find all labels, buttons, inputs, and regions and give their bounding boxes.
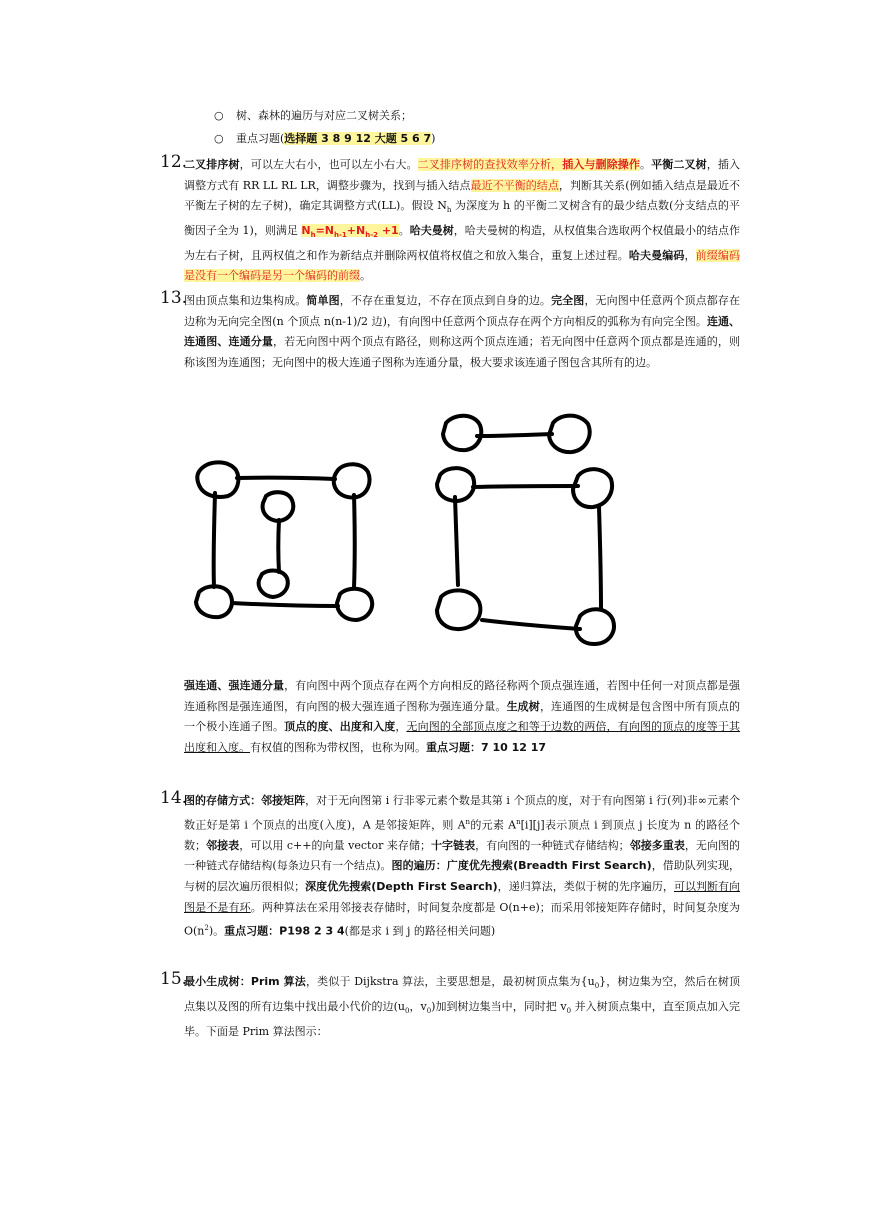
text: )加到树边集当中，同时把 v bbox=[431, 999, 567, 1013]
term-complete-graph: 完全图 bbox=[551, 294, 585, 307]
text: [i][j]表示顶点 i 到顶点 j 长度为 n 的路径个数； bbox=[184, 818, 740, 852]
subscript: h bbox=[310, 231, 316, 240]
graph-right bbox=[437, 416, 614, 644]
term-degree: 顶点的度、出度和入度 bbox=[284, 720, 396, 734]
text: ，插入调整方式有 RR LL RL LR，调整步骤为，找到与插入结点 bbox=[184, 158, 741, 192]
term-huffman-code: 哈夫曼编码 bbox=[628, 248, 685, 262]
highlight-unbalanced-node: 最近不平衡的结点 bbox=[470, 178, 559, 192]
formula-part: N bbox=[301, 223, 311, 237]
edge bbox=[473, 486, 578, 487]
highlight-prefix-code: 前缀编码是没有一个编码是另一个编码的前缀 bbox=[184, 248, 741, 283]
section-14-text bbox=[184, 791, 740, 942]
node bbox=[263, 492, 294, 521]
superscript: n bbox=[465, 817, 471, 826]
text: (都是求 i 到 j 的路径相关问题) bbox=[344, 924, 496, 938]
bullet-circle-icon: ○ bbox=[214, 132, 224, 145]
highlight-insert-delete: 插入与删除操作 bbox=[562, 158, 641, 171]
exercises-13: 重点习题：7 10 12 17 bbox=[426, 740, 547, 754]
term-mst: 最小生成树： bbox=[184, 975, 251, 988]
section-number: 14. bbox=[160, 788, 188, 808]
text: ，可以左大右小，也可以左小右大。 bbox=[239, 158, 418, 171]
node bbox=[549, 416, 590, 452]
term-strongly-connected: 强连通、强连通分量 bbox=[184, 679, 285, 692]
term-orthogonal-list: 十字链表 bbox=[430, 838, 476, 852]
graph-left bbox=[196, 462, 372, 620]
term-spanning-tree: 生成树 bbox=[506, 699, 540, 713]
term-adjacency-list: 邻接表 bbox=[206, 838, 240, 852]
text: 图由顶点集和边集构成。 bbox=[184, 294, 307, 307]
superscript: n bbox=[516, 817, 521, 826]
subscript: h bbox=[446, 206, 452, 215]
text: ，有向图中两个顶点存在两个方向相反的路径称两个顶点强连通，若图中任何一对顶点都是强连通称图是强连通图，有向图的极大强连通子图称为强连通分量。 bbox=[184, 679, 741, 713]
node bbox=[437, 590, 480, 629]
edge bbox=[482, 620, 580, 629]
term-dfs: 深度优先搜索(Depth First Search) bbox=[305, 880, 498, 894]
section-number: 15. bbox=[160, 969, 188, 989]
node bbox=[334, 464, 370, 497]
node bbox=[337, 589, 372, 620]
subscript: 0 bbox=[566, 1006, 572, 1015]
formula-part: +N bbox=[346, 223, 366, 237]
text: ，可以用 c++的向量 vector 来存储； bbox=[239, 838, 431, 852]
term-bfs: 广度优先搜索(Breadth First Search) bbox=[446, 859, 652, 873]
text: )。 bbox=[208, 924, 225, 938]
text: ，哈夫曼树的构造，从权值集合选取两个权值最小的结点作为左右子树，且两权值之和作为新结点并删除两权值将权值之和放入集合，重复上述过程。 bbox=[184, 223, 741, 262]
term-traversal: 图的遍历： bbox=[391, 859, 447, 873]
node bbox=[443, 416, 481, 450]
edge bbox=[354, 495, 355, 588]
text: ， bbox=[684, 248, 696, 262]
text: 并入树顶点集中，直至顶点加入完毕。下面是 Prim 算法图示： bbox=[184, 999, 740, 1038]
formula-part: =N bbox=[315, 223, 335, 237]
text: ，不存在重复边，不存在顶点到自身的边。 bbox=[339, 294, 552, 307]
section-15-text bbox=[184, 972, 740, 1042]
exercises-14: 重点习题：P198 2 3 4 bbox=[224, 924, 345, 938]
term-huffman-tree: 哈夫曼树 bbox=[409, 223, 454, 237]
text: ，类似于 Dijkstra 算法，主要思想是，最初树顶点集为{u bbox=[305, 975, 595, 988]
subscript: h-1 bbox=[334, 231, 347, 240]
text: 。 bbox=[398, 223, 410, 237]
section-number: 12. bbox=[160, 152, 188, 172]
term-multilist: 邻接多重表 bbox=[629, 838, 685, 852]
bullet-text: 重点习题( bbox=[236, 132, 285, 145]
superscript: 2 bbox=[204, 924, 209, 933]
term-simple-graph: 简单图 bbox=[306, 294, 340, 307]
node bbox=[576, 609, 614, 644]
text: ，连通图的生成树是包含图中所有顶点的一个极小连通子图。 bbox=[184, 699, 741, 734]
edge bbox=[599, 507, 601, 609]
text: 的元素 A bbox=[470, 818, 517, 832]
edge bbox=[278, 520, 279, 572]
text: ，若无向图中两个顶点有路径，则称这两个顶点连通；若无向图中任意两个顶点都是连通的，则称该图为连通图；无向图中的极大连通子图称为连通分量，极大要求该连通子图包含其所有的边。 bbox=[184, 335, 741, 369]
text: 有权值的图称为带权图，也称为网。 bbox=[250, 740, 426, 754]
text: 。 bbox=[360, 269, 371, 283]
text: ，借助队列实现，与树的层次遍历很相似； bbox=[184, 859, 741, 894]
subscript: h-2 bbox=[365, 231, 378, 240]
bullet-text-suffix: ) bbox=[431, 132, 436, 145]
bullet-text: 树、森林的遍历与对应二叉树关系； bbox=[236, 109, 412, 122]
term-prim: Prim 算法 bbox=[250, 975, 306, 988]
node bbox=[196, 586, 232, 617]
text: ，判断其关系(例如插入结点是最近不平衡左子树的左子树)，确定其调整方式(LL)。假设 N bbox=[184, 178, 740, 213]
bullet-highlight: 选择题 3 8 9 12 大题 5 6 7 bbox=[284, 132, 432, 145]
text: 。 bbox=[640, 158, 652, 171]
text: ，对于无向图第 i 行非零元素个数是其第 i 个顶点的度，对于有向图第 i 行(列)非∞元素个数正好是第 i 个顶点的出度(入度)，A 是邻接矩阵，则 A bbox=[184, 794, 741, 832]
text: ，递归算法，类似于树的先序遍历， bbox=[497, 880, 674, 894]
text: ，无向图的一种链式存储结构(每条边只有一个结点)。 bbox=[184, 838, 741, 873]
formula-part: +1 bbox=[378, 223, 399, 237]
edge bbox=[214, 493, 215, 587]
section-13b-text bbox=[184, 676, 740, 758]
text: 为深度为 h 的平衡二叉树含有的最少结点数(分支结点的平衡因子全为 1)，则满足 bbox=[184, 199, 740, 237]
subscript: 0 bbox=[404, 1006, 410, 1015]
text: ， bbox=[395, 720, 407, 734]
edge bbox=[455, 497, 458, 585]
term-storage: 图的存储方式： bbox=[184, 794, 262, 807]
node bbox=[259, 571, 288, 597]
bullet-circle-icon: ○ bbox=[214, 109, 224, 122]
edge bbox=[232, 603, 338, 606]
text: }，树边集为空，然后在树顶点集以及图的所有边集中找出最小代价的边(u bbox=[184, 975, 740, 1013]
subscript: 0 bbox=[426, 1006, 432, 1015]
edge bbox=[477, 434, 552, 436]
node bbox=[197, 462, 238, 497]
text: ，有向图的一种链式存储结构； bbox=[475, 838, 630, 852]
term-bst: 二叉排序树 bbox=[184, 158, 240, 171]
highlight-bst-efficiency: 二叉排序树的查找效率分析， bbox=[417, 158, 563, 171]
term-connected: 连通、连通图、连通分量 bbox=[184, 314, 741, 349]
underlined-degree-rule: 无向图的全部顶点度之和等于边数的两倍，有向图的顶点的度等于其出度和入度。 bbox=[184, 720, 741, 754]
text: 。两种算法在采用邻接表存储时，时间复杂度都是 O(n+e)；而采用邻接矩阵存储时，时间复杂度为 O(n bbox=[184, 900, 741, 938]
term-avl: 平衡二叉树 bbox=[651, 158, 707, 171]
subscript: 0 bbox=[594, 982, 600, 991]
text: ，v bbox=[409, 999, 427, 1013]
section-number: 13. bbox=[160, 288, 188, 308]
edge bbox=[237, 478, 335, 479]
underlined-cycle-detection: 可以判断有向图是不是有环 bbox=[184, 880, 741, 914]
text: ，无向图中任意两个顶点都存在边称为无向完全图(n 个顶点 n(n-1)/2 边)，有向图中任意两个顶点存在两个方向相反的弧称为有向完全图。 bbox=[184, 294, 741, 328]
term-adjacency-matrix: 邻接矩阵 bbox=[261, 794, 306, 807]
node bbox=[573, 469, 612, 507]
